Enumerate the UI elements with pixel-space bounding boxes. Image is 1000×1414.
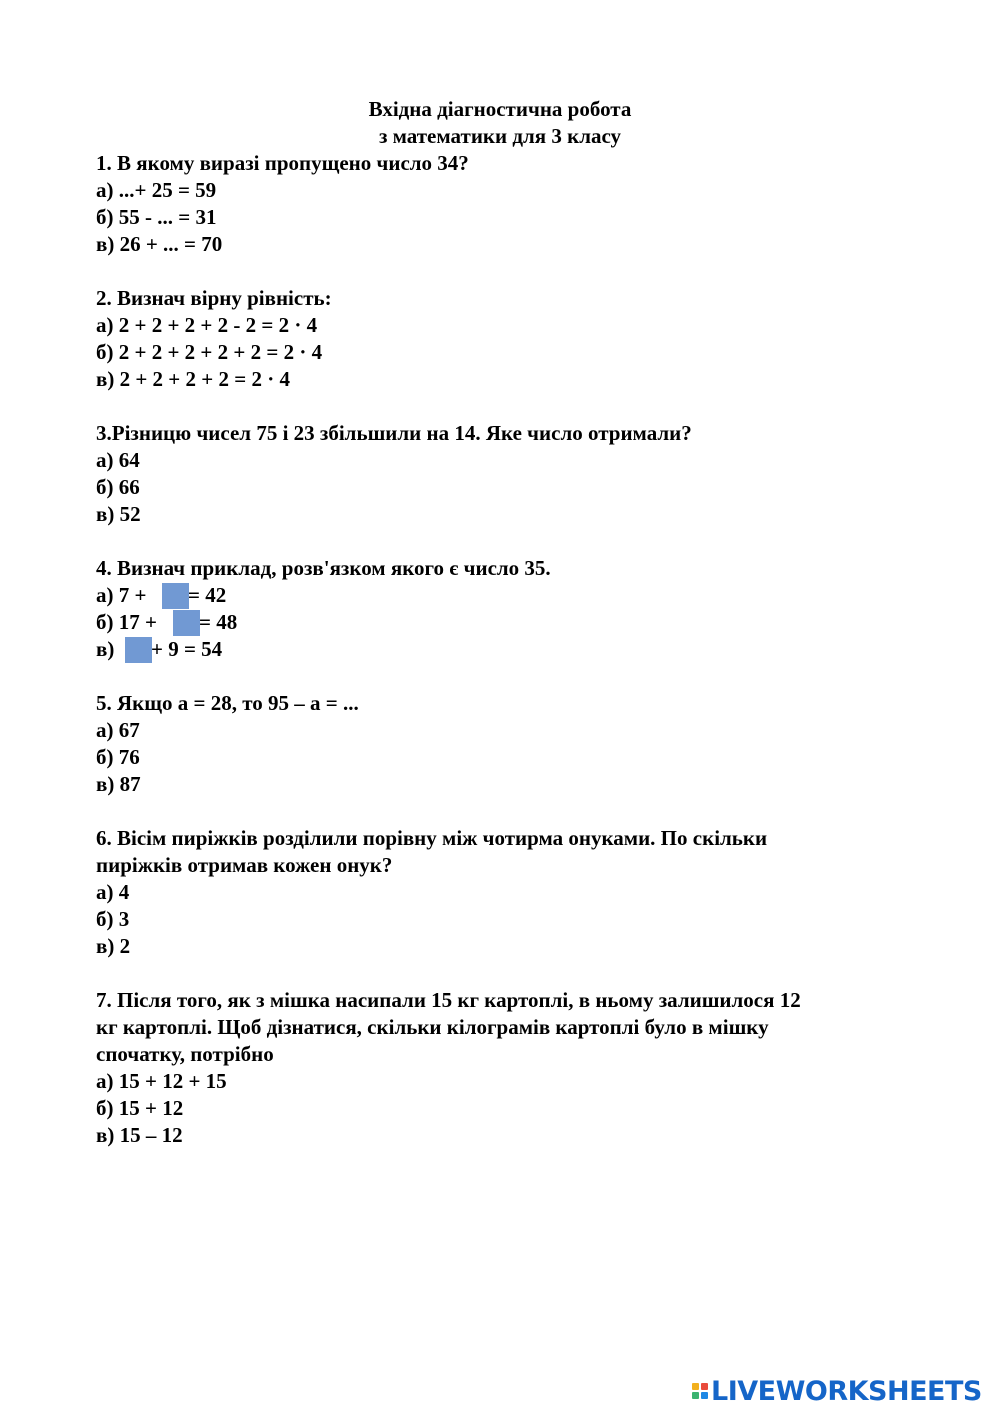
question-7-line-3: спочатку, потрібно: [96, 1042, 274, 1066]
q7-option-b: б) 15 + 12: [96, 1096, 184, 1120]
liveworksheets-logo: [692, 1375, 982, 1407]
q2-option-b: б) 2 + 2 + 2 + 2 + 2 = 2 · 4: [96, 340, 323, 364]
logo-square-icon-1: [692, 1383, 699, 1390]
q1-option-a: а) ...+ 25 = 59: [96, 178, 217, 202]
question-5: 5. Якщо а = 28, то 95 – а = ...: [96, 691, 359, 715]
q7-option-a: а) 15 + 12 + 15: [96, 1069, 227, 1093]
q5-option-b: б) 76: [96, 745, 140, 769]
question-2: 2. Визнач вірну рівність:: [96, 286, 332, 310]
q3-option-a: а) 64: [96, 448, 140, 472]
q4-option-b-prefix: б) 17 +: [96, 610, 157, 634]
question-1: 1. В якому виразі пропущено число 34?: [96, 151, 469, 175]
q4-option-c-suffix: + 9 = 54: [151, 637, 223, 661]
q1-option-c: в) 26 + ... = 70: [96, 232, 223, 256]
q7-option-c: в) 15 – 12: [96, 1123, 183, 1147]
logo-square-icon-3: [692, 1392, 699, 1399]
q4-answer-box-b[interactable]: [173, 610, 200, 636]
worksheet-title-line-1: Вхідна діагностична робота: [368, 97, 632, 121]
liveworksheets-logo-icon: [692, 1383, 708, 1399]
q3-option-c: в) 52: [96, 502, 141, 526]
question-7-line-1: 7. Після того, як з мішка насипали 15 кг картоплі, в ньому залишилося 12: [96, 988, 801, 1012]
q5-option-a: а) 67: [96, 718, 140, 742]
q4-answer-box-a[interactable]: [162, 583, 189, 609]
q6-option-b: б) 3: [96, 907, 130, 931]
q6-option-a: а) 4: [96, 880, 130, 904]
q4-answer-box-c[interactable]: [125, 637, 152, 663]
question-6-line-1: 6. Вісім пиріжків розділили порівну між чотирма онуками. По скільки: [96, 826, 768, 850]
question-3: 3.Різницю чисел 75 і 23 збільшили на 14. Яке число отримали?: [96, 421, 692, 445]
question-6-line-2: пиріжків отримав кожен онук?: [96, 853, 393, 877]
logo-square-icon-2: [701, 1383, 708, 1390]
q3-option-b: б) 66: [96, 475, 140, 499]
logo-square-icon-4: [701, 1392, 708, 1399]
q5-option-c: в) 87: [96, 772, 141, 796]
worksheet-title-line-2: з математики для 3 класу: [378, 124, 622, 148]
q2-option-c: в) 2 + 2 + 2 + 2 = 2 · 4: [96, 367, 290, 391]
q4-option-a-suffix: = 42: [188, 583, 227, 607]
q6-option-c: в) 2: [96, 934, 131, 958]
liveworksheets-logo-text: LIVEWORKSHEETS: [711, 1375, 982, 1407]
q2-option-a: а) 2 + 2 + 2 + 2 - 2 = 2 · 4: [96, 313, 318, 337]
q1-option-b: б) 55 - ... = 31: [96, 205, 217, 229]
question-7-line-2: кг картоплі. Щоб дізнатися, скільки кілограмів картоплі було в мішку: [96, 1015, 769, 1039]
question-4: 4. Визнач приклад, розв'язком якого є число 35.: [96, 556, 551, 580]
q4-option-a-prefix: а) 7 +: [96, 583, 147, 607]
q4-option-c-prefix: в): [96, 637, 115, 661]
q4-option-b-suffix: = 48: [199, 610, 238, 634]
